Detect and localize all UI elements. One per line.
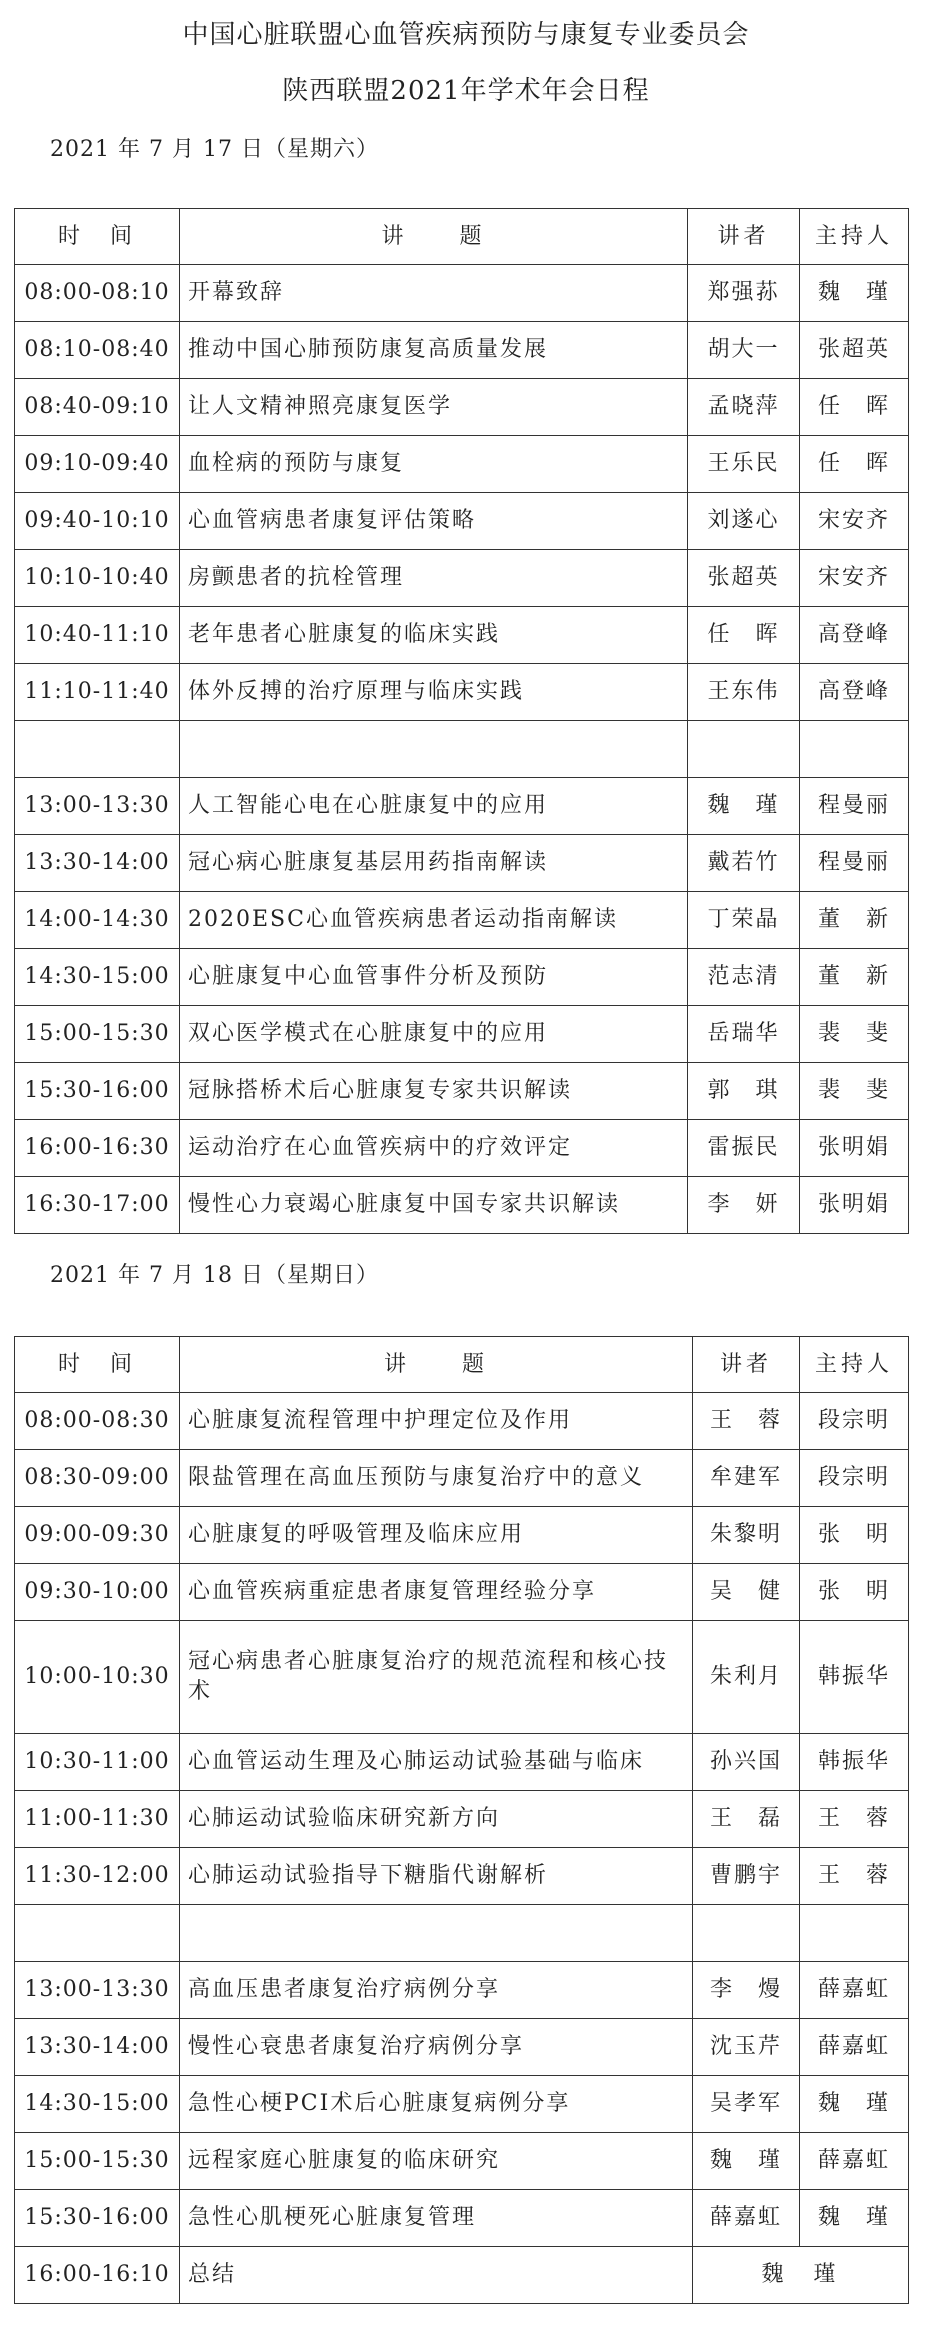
session-topic: 冠脉搭桥术后心脏康复专家共识解读 — [180, 1063, 688, 1120]
session-topic: 双心医学模式在心脏康复中的应用 — [180, 1006, 688, 1063]
session-topic: 老年患者心脏康复的临床实践 — [180, 607, 688, 664]
session-topic: 运动治疗在心血管疾病中的疗效评定 — [180, 1120, 688, 1177]
table-row — [15, 2133, 909, 2190]
session-time: 15:30-16:00 — [15, 1063, 180, 1120]
session-topic: 让人文精神照亮康复医学 — [180, 379, 688, 436]
table-row — [15, 664, 909, 721]
table-row — [15, 607, 909, 664]
break-row — [15, 721, 909, 778]
session-topic: 推动中国心肺预防康复高质量发展 — [180, 322, 688, 379]
session-time: 08:30-09:00 — [15, 1450, 180, 1507]
session-speaker — [688, 721, 800, 778]
day1-table-body — [15, 209, 909, 1234]
session-topic: 血栓病的预防与康复 — [180, 436, 688, 493]
session-host: 张明娟 — [800, 1120, 909, 1177]
session-time — [15, 721, 180, 778]
session-speaker: 王 蓉 — [693, 1393, 800, 1450]
session-time: 16:30-17:00 — [15, 1177, 180, 1234]
session-host: 魏 瑾 — [800, 265, 909, 322]
session-topic: 高血压患者康复治疗病例分享 — [180, 1962, 693, 2019]
session-host: 裴 斐 — [800, 1063, 909, 1120]
session-speaker: 李 妍 — [688, 1177, 800, 1234]
header-topic: 讲 题 — [180, 1337, 693, 1393]
session-topic: 慢性心衰患者康复治疗病例分享 — [180, 2019, 693, 2076]
session-host: 韩振华 — [800, 1621, 909, 1734]
session-speaker: 郭 琪 — [688, 1063, 800, 1120]
session-time: 09:10-09:40 — [15, 436, 180, 493]
session-topic: 心脏康复的呼吸管理及临床应用 — [180, 1507, 693, 1564]
table-row — [15, 1962, 909, 2019]
session-speaker: 朱利月 — [693, 1621, 800, 1734]
closing-row — [15, 2247, 909, 2304]
session-time: 08:10-08:40 — [15, 322, 180, 379]
table-row — [15, 493, 909, 550]
table-row — [15, 778, 909, 835]
session-host: 任 晖 — [800, 379, 909, 436]
session-time: 08:40-09:10 — [15, 379, 180, 436]
session-host: 王 蓉 — [800, 1791, 909, 1848]
break-row — [15, 1905, 909, 1962]
session-time: 11:30-12:00 — [15, 1848, 180, 1905]
session-host: 魏 瑾 — [693, 2247, 909, 2304]
session-topic: 心脏康复中心血管事件分析及预防 — [180, 949, 688, 1006]
table-row — [15, 1120, 909, 1177]
table-header-row — [15, 1337, 909, 1393]
header-time: 时 间 — [15, 1337, 180, 1393]
session-topic: 慢性心力衰竭心脏康复中国专家共识解读 — [180, 1177, 688, 1234]
table-row — [15, 1734, 909, 1791]
session-speaker: 王 磊 — [693, 1791, 800, 1848]
session-time: 16:00-16:30 — [15, 1120, 180, 1177]
session-speaker: 孙兴国 — [693, 1734, 800, 1791]
session-time: 14:30-15:00 — [15, 949, 180, 1006]
session-topic: 急性心梗PCI术后心脏康复病例分享 — [180, 2076, 693, 2133]
session-topic: 心脏康复流程管理中护理定位及作用 — [180, 1393, 693, 1450]
table-row — [15, 1621, 909, 1734]
session-time: 16:00-16:10 — [15, 2247, 180, 2304]
table-row — [15, 1564, 909, 1621]
session-topic: 人工智能心电在心脏康复中的应用 — [180, 778, 688, 835]
table-row — [15, 835, 909, 892]
session-topic — [180, 721, 688, 778]
session-speaker: 朱黎明 — [693, 1507, 800, 1564]
session-host: 韩振华 — [800, 1734, 909, 1791]
header-host: 主持人 — [800, 1337, 909, 1393]
session-time: 10:00-10:30 — [15, 1621, 180, 1734]
table-row — [15, 1393, 909, 1450]
session-host — [800, 721, 909, 778]
header-speaker: 讲者 — [688, 209, 800, 265]
session-speaker: 雷振民 — [688, 1120, 800, 1177]
day2-table-body — [15, 1337, 909, 2304]
table-row — [15, 1006, 909, 1063]
session-time: 13:00-13:30 — [15, 778, 180, 835]
table-row — [15, 2076, 909, 2133]
session-speaker: 魏 瑾 — [693, 2133, 800, 2190]
session-time: 15:00-15:30 — [15, 2133, 180, 2190]
session-speaker: 牟建军 — [693, 1450, 800, 1507]
session-topic: 房颤患者的抗栓管理 — [180, 550, 688, 607]
session-topic: 心血管病患者康复评估策略 — [180, 493, 688, 550]
session-topic: 冠心病心脏康复基层用药指南解读 — [180, 835, 688, 892]
session-host: 王 蓉 — [800, 1848, 909, 1905]
table-row — [15, 550, 909, 607]
session-topic: 急性心肌梗死心脏康复管理 — [180, 2190, 693, 2247]
session-time: 13:30-14:00 — [15, 2019, 180, 2076]
session-time: 14:30-15:00 — [15, 2076, 180, 2133]
session-speaker: 李 熳 — [693, 1962, 800, 2019]
day1-schedule-table — [14, 208, 909, 1234]
session-host: 薛嘉虹 — [800, 2133, 909, 2190]
session-topic: 总结 — [180, 2247, 693, 2304]
session-host: 张超英 — [800, 322, 909, 379]
session-topic: 心血管疾病重症患者康复管理经验分享 — [180, 1564, 693, 1621]
table-row — [15, 1848, 909, 1905]
table-header-row — [15, 209, 909, 265]
table-row — [15, 265, 909, 322]
table-row — [15, 1507, 909, 1564]
session-host: 高登峰 — [800, 664, 909, 721]
table-row — [15, 379, 909, 436]
day2-schedule-table — [14, 1336, 909, 2304]
session-speaker: 吴孝军 — [693, 2076, 800, 2133]
session-speaker: 张超英 — [688, 550, 800, 607]
session-host: 董 新 — [800, 949, 909, 1006]
session-time: 15:00-15:30 — [15, 1006, 180, 1063]
session-speaker: 胡大一 — [688, 322, 800, 379]
session-topic: 远程家庭心脏康复的临床研究 — [180, 2133, 693, 2190]
session-host: 张 明 — [800, 1507, 909, 1564]
session-time: 09:40-10:10 — [15, 493, 180, 550]
session-host: 程曼丽 — [800, 778, 909, 835]
session-speaker — [693, 1905, 800, 1962]
session-time: 11:00-11:30 — [15, 1791, 180, 1848]
header-topic: 讲 题 — [180, 209, 688, 265]
session-topic: 心肺运动试验指导下糖脂代谢解析 — [180, 1848, 693, 1905]
session-speaker: 王乐民 — [688, 436, 800, 493]
session-time: 11:10-11:40 — [15, 664, 180, 721]
session-time: 10:10-10:40 — [15, 550, 180, 607]
session-time: 13:00-13:30 — [15, 1962, 180, 2019]
session-speaker: 郑强荪 — [688, 265, 800, 322]
page-title-line2: 陕西联盟2021年学术年会日程 — [282, 76, 650, 106]
session-host: 魏 瑾 — [800, 2076, 909, 2133]
table-row — [15, 1791, 909, 1848]
session-speaker: 曹鹏宇 — [693, 1848, 800, 1905]
session-topic: 体外反搏的治疗原理与临床实践 — [180, 664, 688, 721]
day2-date: 2021 年 7 月 18 日（星期日） — [50, 1263, 379, 1288]
session-host: 董 新 — [800, 892, 909, 949]
session-host: 宋安齐 — [800, 493, 909, 550]
table-row — [15, 436, 909, 493]
table-row — [15, 2019, 909, 2076]
session-time — [15, 1905, 180, 1962]
session-time: 10:40-11:10 — [15, 607, 180, 664]
session-time: 10:30-11:00 — [15, 1734, 180, 1791]
page-title-line1: 中国心脏联盟心血管疾病预防与康复专业委员会 — [182, 20, 750, 50]
session-speaker: 魏 瑾 — [688, 778, 800, 835]
table-row — [15, 1450, 909, 1507]
session-host: 裴 斐 — [800, 1006, 909, 1063]
session-host: 薛嘉虹 — [800, 1962, 909, 2019]
session-time: 09:00-09:30 — [15, 1507, 180, 1564]
session-topic — [180, 1905, 693, 1962]
session-host: 魏 瑾 — [800, 2190, 909, 2247]
table-row — [15, 1177, 909, 1234]
session-speaker: 孟晓萍 — [688, 379, 800, 436]
session-speaker: 刘遂心 — [688, 493, 800, 550]
session-speaker: 沈玉芹 — [693, 2019, 800, 2076]
session-time: 08:00-08:30 — [15, 1393, 180, 1450]
session-host: 程曼丽 — [800, 835, 909, 892]
session-speaker: 丁荣晶 — [688, 892, 800, 949]
header-speaker: 讲者 — [693, 1337, 800, 1393]
session-speaker: 吴 健 — [693, 1564, 800, 1621]
session-host: 张 明 — [800, 1564, 909, 1621]
session-time: 13:30-14:00 — [15, 835, 180, 892]
session-host: 高登峰 — [800, 607, 909, 664]
session-speaker: 范志清 — [688, 949, 800, 1006]
table-row — [15, 2190, 909, 2247]
session-host: 任 晖 — [800, 436, 909, 493]
header-host: 主持人 — [800, 209, 909, 265]
session-topic: 心血管运动生理及心肺运动试验基础与临床 — [180, 1734, 693, 1791]
session-time: 09:30-10:00 — [15, 1564, 180, 1621]
session-topic: 开幕致辞 — [180, 265, 688, 322]
day1-date: 2021 年 7 月 17 日（星期六） — [50, 137, 379, 162]
session-host: 宋安齐 — [800, 550, 909, 607]
header-time: 时 间 — [15, 209, 180, 265]
session-speaker: 任 晖 — [688, 607, 800, 664]
session-topic: 限盐管理在高血压预防与康复治疗中的意义 — [180, 1450, 693, 1507]
session-host: 段宗明 — [800, 1393, 909, 1450]
session-topic: 心肺运动试验临床研究新方向 — [180, 1791, 693, 1848]
session-time: 08:00-08:10 — [15, 265, 180, 322]
session-host: 薛嘉虹 — [800, 2019, 909, 2076]
table-row — [15, 892, 909, 949]
session-host: 张明娟 — [800, 1177, 909, 1234]
session-speaker: 王东伟 — [688, 664, 800, 721]
table-row — [15, 1063, 909, 1120]
session-speaker: 薛嘉虹 — [693, 2190, 800, 2247]
table-row — [15, 949, 909, 1006]
session-topic: 冠心病患者心脏康复治疗的规范流程和核心技术 — [180, 1621, 693, 1734]
session-topic: 2020ESC心血管疾病患者运动指南解读 — [180, 892, 688, 949]
table-row — [15, 322, 909, 379]
session-speaker: 戴若竹 — [688, 835, 800, 892]
session-time: 14:00-14:30 — [15, 892, 180, 949]
session-host — [800, 1905, 909, 1962]
session-time: 15:30-16:00 — [15, 2190, 180, 2247]
session-speaker: 岳瑞华 — [688, 1006, 800, 1063]
session-host: 段宗明 — [800, 1450, 909, 1507]
